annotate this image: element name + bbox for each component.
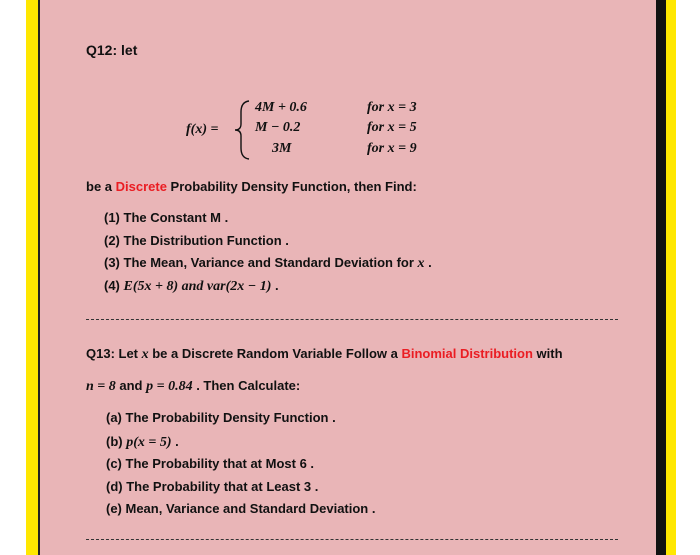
q13-params-after: . Then Calculate: [192, 378, 301, 393]
left-brace-icon [233, 100, 251, 160]
left-yellow-border [26, 0, 38, 555]
q13-item-b [106, 434, 179, 451]
q12-intro-before: be a [86, 179, 116, 194]
q12-item-4-tail: . [271, 278, 279, 293]
q13-heading [86, 346, 563, 363]
q12-item-3-tail: . [424, 255, 432, 270]
q12-intro-after: Probability Density Function, then Find: [166, 179, 417, 194]
case-value-1: 4M + 0.6 [255, 100, 307, 115]
case-condition-1: for x = 3 [367, 100, 417, 115]
q13-heading-before: Q13: Let [86, 346, 142, 361]
q13-item-b-tail: . [171, 434, 179, 449]
bottom-divider [86, 539, 618, 540]
case-condition-2: for x = 5 [367, 120, 417, 135]
q12-intro [86, 179, 417, 194]
q12-item-3-text: (3) The Mean, Variance and Standard Deviation for [104, 255, 418, 270]
q13-params-and: and [115, 378, 147, 393]
q12-item-2: (2) The Distribution Function . [104, 233, 289, 248]
fx-label: f(x) = [186, 122, 219, 137]
q13-item-e: (e) Mean, Variance and Standard Deviation . [106, 501, 376, 516]
left-margin [0, 0, 26, 555]
q13-item-b-text: (b) [106, 434, 127, 449]
case-value-3: 3M [272, 141, 292, 156]
case-value-2: M − 0.2 [255, 120, 301, 135]
q13-item-a: (a) The Probability Density Function . [106, 410, 336, 425]
q13-param-p: p = 0.84 [146, 379, 193, 394]
q13-param-n: n = 8 [86, 379, 116, 394]
section-divider [86, 319, 618, 320]
q13-heading-math: x [141, 347, 149, 362]
right-yellow-border [666, 0, 676, 555]
q12-item-4-text: (4) [104, 278, 124, 293]
right-margin [676, 0, 700, 555]
q13-item-d: (d) The Probability that at Least 3 . [106, 479, 319, 494]
right-black-border [656, 0, 666, 555]
q13-item-c: (c) The Probability that at Most 6 . [106, 456, 315, 471]
case-condition-3: for x = 9 [367, 141, 417, 156]
q13-heading-highlight: Binomial Distribution [401, 346, 533, 361]
q12-intro-highlight: Discrete [115, 179, 167, 194]
q12-item-1: (1) The Constant M . [104, 210, 229, 225]
q13-item-b-math: p(x = 5) [126, 435, 172, 450]
q13-heading-mid: be a Discrete Random Variable Follow a [148, 346, 402, 361]
q13-params [86, 378, 300, 395]
q12-item-4 [104, 278, 279, 295]
q12-item-3 [104, 255, 432, 272]
q12-item-4-math: E(5x + 8) and var(2x − 1) [123, 279, 272, 294]
q13-heading-after: with [532, 346, 563, 361]
q12-heading: Q12: let [86, 42, 138, 58]
q12-item-3-math: x [417, 256, 425, 271]
